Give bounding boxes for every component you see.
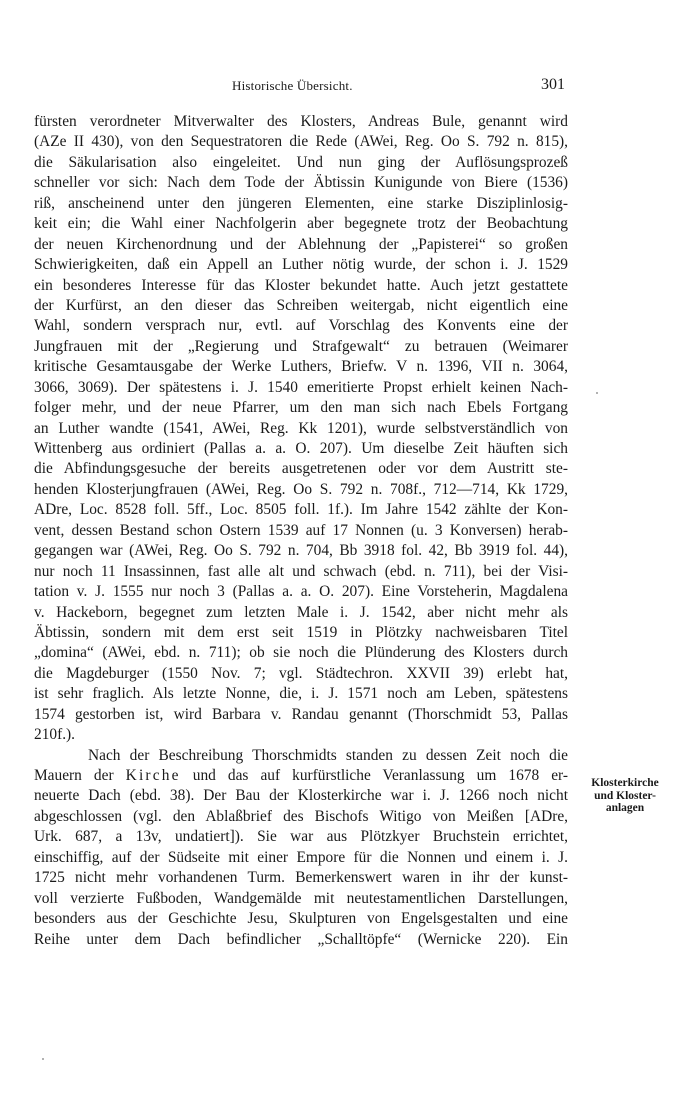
print-speck	[596, 392, 598, 394]
text-line: der Kurfürst, an den dieser das Schreiben weitergab, nicht eigentlich eine	[34, 296, 568, 314]
text-line: Nach der Beschreibung Thorschmidts standen zu dessen Zeit noch die	[88, 746, 568, 764]
text-line: keit ein; die Wahl einer Nachfolgerin aber begegnete trotz der Beobachtung	[34, 215, 568, 233]
text-line: besonders aus der Geschichte Jesu, Skulpturen von Engelsgestalten und eine	[34, 910, 568, 928]
text-span: Mauern der	[34, 767, 126, 784]
text-line: Wahl, sondern versprach nur, evtl. auf Vorschlag des Konvents eine der	[34, 317, 568, 335]
text-line: riß, anscheinend unter den jüngeren Elementen, eine starke Disziplinlosig-	[34, 194, 568, 212]
main-text-body	[34, 112, 568, 950]
text-line: vent, dessen Bestand schon Ostern 1539 auf 17 Nonnen (u. 3 Konversen) herab-	[34, 521, 568, 539]
text-line: voll verzierte Fußboden, Wandgemälde mit neutestamentlichen Darstellungen,	[34, 889, 568, 907]
text-line: die Abfindungsgesuche der bereits ausgetretenen oder vor dem Austritt ste-	[34, 460, 568, 478]
text-line: abgeschlossen (vgl. den Ablaßbrief des Bischofs Witigo von Meißen [ADre,	[34, 807, 568, 825]
text-line: (AZe II 430), von den Sequestratoren die Rede (AWei, Reg. Oo S. 792 n. 815),	[34, 133, 568, 151]
margin-note-line: Klosterkirche	[591, 777, 659, 789]
text-line: an Luther wandte (1541, AWei, Reg. Kk 1201), wurde selbstverständlich von	[34, 419, 568, 437]
text-line: der neuen Kirchenordnung und der Ablehnung der „Papisterei“ so großen	[34, 235, 568, 253]
text-line: Schwierigkeiten, daß ein Appell an Luther nötig wurde, der schon i. J. 1529	[34, 256, 568, 274]
margin-note-line: und Kloster-	[594, 789, 656, 802]
text-line: ist sehr fraglich. Als letzte Nonne, die, i. J. 1571 noch am Leben, spätestens	[34, 685, 568, 703]
text-line: die Magdeburger (1550 Nov. 7; vgl. Städtechron. XXVII 39) erlebt hat,	[34, 664, 568, 682]
text-line: 1574 gestorben ist, wird Barbara v. Randau genannt (Thorschmidt 53, Pallas	[34, 705, 568, 723]
margin-note	[575, 777, 675, 815]
text-line: nur noch 11 Insassinnen, fast alle alt und schwach (ebd. n. 711), bei der Visi-	[34, 562, 568, 580]
page-number: 301	[541, 76, 565, 93]
text-line: ein besonderes Interesse für das Kloster bekundet hatte. Auch jetzt gestattete	[34, 276, 568, 294]
print-speck	[42, 1058, 44, 1060]
text-line: ADre, Loc. 8528 foll. 5ff., Loc. 8505 foll. 1f.). Im Jahre 1542 zählte der Kon-	[34, 501, 568, 519]
running-header-title: Historische Übersicht.	[232, 78, 353, 93]
text-line: folger mehr, und der neue Pfarrer, um den man sich nach Ebels Fortgang	[34, 399, 568, 417]
paragraph-1	[34, 112, 568, 746]
text-span: und das auf kurfürstliche Veranlassung um 1678 er-	[180, 767, 568, 784]
text-line: kritische Gesamtausgabe der Werke Luthers, Briefw. V n. 1396, VII n. 3064,	[34, 358, 568, 376]
spaced-term-kirche: Kirche	[125, 767, 181, 784]
text-line: die Säkularisation also eingeleitet. Und nun ging der Auflösungsprozeß	[34, 153, 568, 171]
text-line: 3066, 3069). Der spätestens i. J. 1540 emeritierte Propst erhielt keinen Nach-	[34, 378, 568, 396]
text-line: Wittenberg aus ordiniert (Pallas a. a. O. 207). Um dieselbe Zeit häuften sich	[34, 440, 568, 457]
text-line	[34, 766, 568, 786]
text-line: Reihe unter dem Dach befindlicher „Schalltöpfe“ (Wernicke 220). Ein	[34, 930, 568, 948]
text-line: schneller vor sich: Nach dem Tode der Äbtissin Kunigunde von Biere (1536)	[34, 174, 568, 192]
margin-note-line: anlagen	[605, 802, 645, 814]
text-line: Jungfrauen mit der „Regierung und Strafgewalt“ zu betrauen (Weimarer	[34, 337, 568, 355]
text-line: „domina“ (AWei, ebd. n. 711); ob sie noch die Plünderung des Klosters durch	[34, 644, 568, 662]
text-line: 210f.).	[34, 726, 76, 744]
text-line: Äbtissin, sondern mit dem erst seit 1519 in Plötzky nachweisbaren Titel	[34, 623, 568, 641]
text-line: henden Klosterjungfrauen (AWei, Reg. Oo S. 792 n. 708f., 712—714, Kk 1729,	[34, 480, 568, 498]
text-line: v. Hackeborn, begegnet zum letzten Male i. J. 1542, aber nicht mehr als	[34, 603, 568, 621]
text-line: neuerte Dach (ebd. 38). Der Bau der Klosterkirche war i. J. 1266 noch nicht	[34, 787, 568, 805]
paragraph-2	[34, 746, 568, 950]
text-line: fürsten verordneter Mitverwalter des Klosters, Andreas Bule, genannt wird	[34, 113, 568, 130]
text-line: Urk. 687, a 13v, undatiert]). Sie war aus Plötzkyer Bruchstein errichtet,	[34, 828, 568, 846]
text-line: tation v. J. 1555 nur noch 3 (Pallas a. a. O. 207). Eine Vorsteherin, Magdalena	[34, 583, 568, 601]
text-line: einschiffig, auf der Südseite mit einer Empore für die Nonnen und einem i. J.	[34, 848, 568, 866]
text-line: 1725 nicht mehr vorhandenen Turm. Bemerkenswert waren in ihr der kunst-	[34, 869, 568, 887]
text-line: gegangen war (AWei, Reg. Oo S. 792 n. 704, Bb 3918 fol. 42, Bb 3919 fol. 44),	[34, 542, 568, 560]
